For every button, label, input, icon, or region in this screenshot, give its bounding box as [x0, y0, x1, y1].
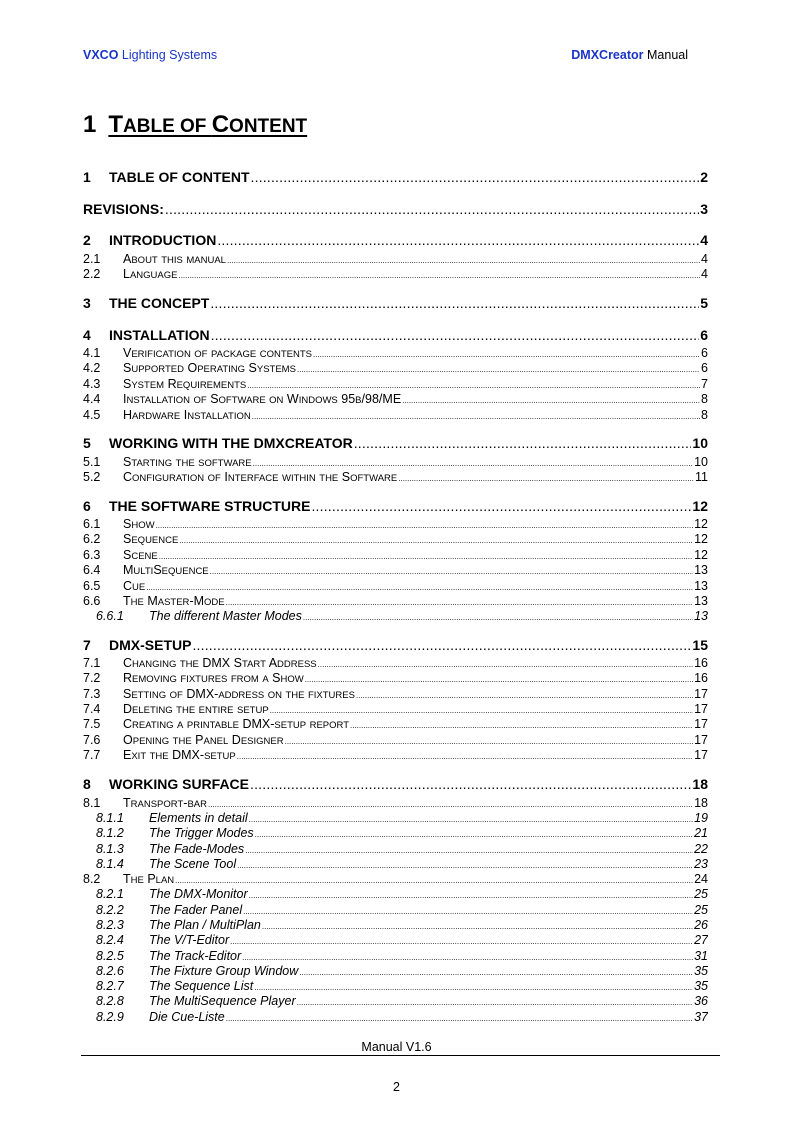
- toc-entry-title: The MultiSequence Player: [149, 994, 296, 1008]
- toc-dot-leader: [226, 595, 693, 609]
- toc-entry-page: 13: [694, 563, 708, 577]
- toc-entry[interactable]: [83, 636, 708, 654]
- toc-dot-leader: [226, 1011, 693, 1025]
- toc-entry-number: 6.5: [83, 579, 101, 593]
- toc-entry-page: 17: [694, 717, 708, 731]
- toc-entry-page: 13: [694, 594, 708, 608]
- toc-dot-leader: [249, 888, 693, 902]
- toc-entry-page: 15: [692, 637, 708, 653]
- toc-entry[interactable]: [83, 748, 708, 763]
- toc-entry[interactable]: [83, 392, 708, 407]
- toc-entry-number: 8.2.9: [96, 1010, 124, 1024]
- toc-dot-leader: [297, 995, 693, 1009]
- toc-entry-number: 8.1.1: [96, 811, 124, 825]
- toc-entry-number: 7.3: [83, 687, 101, 701]
- toc-dot-leader: [217, 231, 699, 249]
- toc-dot-leader: [245, 843, 693, 857]
- toc-entry-number: 7.6: [83, 733, 101, 747]
- toc-entry-page: 5: [700, 295, 708, 311]
- toc-entry-number: 5: [83, 435, 91, 451]
- toc-entry-title: LANGUAGE: [123, 267, 178, 281]
- toc-entry[interactable]: [83, 361, 708, 376]
- toc-entry-page: 11: [695, 470, 708, 484]
- toc-entry-title: CHANGING THE DMX START ADDRESS: [123, 656, 317, 670]
- toc-entry[interactable]: [83, 470, 708, 485]
- toc-entry[interactable]: [83, 717, 708, 732]
- toc-dot-leader: [305, 672, 693, 686]
- toc-entry-page: 4: [701, 267, 708, 281]
- toc-entry-title: The Scene Tool: [149, 857, 237, 871]
- toc-entry-number: 1: [83, 169, 91, 185]
- toc-entry-title: SYSTEM REQUIREMENTS: [123, 377, 247, 391]
- toc-entry[interactable]: [83, 702, 708, 717]
- toc-entry-number: 4: [83, 327, 91, 343]
- toc-entry-number: 8.1.3: [96, 842, 124, 856]
- toc-entry[interactable]: [83, 842, 708, 857]
- toc-entry[interactable]: [83, 872, 708, 887]
- page-header: [83, 48, 688, 64]
- toc-entry-page: 19: [694, 811, 708, 825]
- toc-dot-leader: [230, 934, 693, 948]
- toc-entry-title: REMOVING FIXTURES FROM A SHOW: [123, 671, 304, 685]
- toc-dot-leader: [175, 873, 693, 887]
- toc-entry-title: Die Cue-Liste: [149, 1010, 225, 1024]
- toc-entry-title: OPENING THE PANEL DESIGNER: [123, 733, 284, 747]
- toc-entry-page: 8: [701, 408, 708, 422]
- toc-entry-number: 6.4: [83, 563, 101, 577]
- toc-entry-page: 8: [701, 392, 708, 406]
- toc-entry-title: SCENE: [123, 548, 158, 562]
- toc-entry-page: 16: [694, 671, 708, 685]
- toc-entry-page: 26: [694, 918, 708, 932]
- toc-entry-page: 6: [700, 327, 708, 343]
- toc-entry[interactable]: [83, 796, 708, 811]
- toc-entry-number: 6.1: [83, 517, 101, 531]
- toc-dot-leader: [227, 253, 700, 267]
- toc-entry-number: 6.3: [83, 548, 101, 562]
- toc-entry-number: 6.6: [83, 594, 101, 608]
- toc-entry-number: 7.7: [83, 748, 101, 762]
- toc-dot-leader: [178, 268, 700, 282]
- toc-entry-title: CONFIGURATION OF INTERFACE WITHIN THE SOFTWARE: [123, 470, 398, 484]
- header-company: VXCO Lighting Systems: [83, 48, 218, 62]
- toc-entry-page: 22: [694, 842, 708, 856]
- toc-entry-title: SETTING OF DMX-ADDRESS ON THE FIXTURES: [123, 687, 355, 701]
- toc-entry-page: 17: [694, 702, 708, 716]
- toc-dot-leader: [297, 362, 700, 376]
- toc-entry-page: 7: [701, 377, 708, 391]
- toc-entry-title: SUPPORTED OPERATING SYSTEMS: [123, 361, 296, 375]
- toc-dot-leader: [251, 168, 700, 186]
- toc-entry[interactable]: [83, 1010, 708, 1025]
- toc-dot-leader: [208, 797, 693, 811]
- toc-entry-title: TRANSPORT-BAR: [123, 796, 207, 810]
- toc-entry-title: EXIT THE DMX-SETUP: [123, 748, 236, 762]
- toc-entry[interactable]: [83, 811, 708, 826]
- toc-entry-title: The Fade-Modes: [149, 842, 245, 856]
- toc-entry-title: THE SOFTWARE STRUCTURE: [109, 498, 311, 514]
- toc-entry[interactable]: [83, 903, 708, 918]
- toc-entry[interactable]: [83, 497, 708, 515]
- toc-dot-leader: [247, 378, 700, 392]
- toc-entry-page: 13: [694, 579, 708, 593]
- toc-dot-leader: [356, 688, 693, 702]
- toc-dot-leader: [299, 965, 693, 979]
- toc-entry-title: TABLE OF CONTENT: [109, 169, 250, 185]
- toc-dot-leader: [237, 749, 693, 763]
- toc-entry-page: 35: [694, 964, 708, 978]
- toc-entry-page: 13: [694, 609, 708, 623]
- toc-entry-page: 12: [694, 548, 708, 562]
- toc-dot-leader: [179, 533, 693, 547]
- toc-entry[interactable]: [83, 346, 708, 361]
- toc-dot-leader: [165, 200, 699, 218]
- toc-entry-page: 12: [694, 517, 708, 531]
- toc-entry-title: SHOW: [123, 517, 155, 531]
- toc-entry-page: 10: [694, 455, 708, 469]
- toc-entry-title: The Fader Panel: [149, 903, 243, 917]
- toc-entry[interactable]: [83, 532, 708, 547]
- toc-dot-leader: [303, 610, 693, 624]
- toc-dot-leader: [249, 812, 693, 826]
- toc-entry-title: The Fixture Group Window: [149, 964, 299, 978]
- toc-dot-leader: [311, 497, 691, 515]
- toc-entry-page: 17: [694, 687, 708, 701]
- toc-entry-page: 21: [694, 826, 708, 840]
- toc-dot-leader: [398, 471, 694, 485]
- toc-dot-leader: [255, 827, 693, 841]
- toc-entry-title: SEQUENCE: [123, 532, 179, 546]
- toc-dot-leader: [211, 326, 700, 344]
- toc-entry-page: 18: [694, 796, 708, 810]
- toc-entry-page: 25: [694, 903, 708, 917]
- toc-entry-title: ABOUT THIS MANUAL: [123, 252, 226, 266]
- toc-entry[interactable]: [83, 826, 708, 841]
- toc-entry-title: The DMX-Monitor: [149, 887, 248, 901]
- toc-entry-page: 23: [694, 857, 708, 871]
- toc-entry-page: 16: [694, 656, 708, 670]
- toc-entry-number: 8: [83, 776, 91, 792]
- toc-entry-title: The Sequence List: [149, 979, 254, 993]
- toc-entry-page: 3: [700, 201, 708, 217]
- toc-entry-number: 7.1: [83, 656, 101, 670]
- toc-entry-title: INSTALLATION: [109, 327, 210, 343]
- toc-entry[interactable]: [83, 267, 708, 282]
- page-title: 1 TABLE OF CONTENT: [83, 111, 308, 138]
- toc-entry-title: VERIFICATION OF PACKAGE CONTENTS: [123, 346, 312, 360]
- toc-entry-number: 2.2: [83, 267, 101, 281]
- toc-entry-number: 4.2: [83, 361, 101, 375]
- toc-entry-number: 3: [83, 295, 91, 311]
- toc-entry[interactable]: [83, 733, 708, 748]
- toc-entry-page: 17: [694, 733, 708, 747]
- toc-entry-number: 5.2: [83, 470, 101, 484]
- toc-entry[interactable]: [83, 377, 708, 392]
- toc-entry-page: 12: [694, 532, 708, 546]
- toc-entry[interactable]: [83, 326, 708, 344]
- toc-dot-leader: [237, 858, 693, 872]
- toc-entry[interactable]: [83, 857, 708, 872]
- toc-entry-page: 4: [701, 252, 708, 266]
- toc-dot-leader: [210, 294, 699, 312]
- toc-entry-title: THE PLAN: [123, 872, 175, 886]
- toc-dot-leader: [254, 980, 693, 994]
- toc-entry-number: 7.2: [83, 671, 101, 685]
- toc-entry[interactable]: [83, 594, 708, 609]
- toc-entry-title: INSTALLATION OF SOFTWARE ON WINDOWS 95B/98/ME: [123, 392, 402, 406]
- toc-entry[interactable]: [83, 408, 708, 423]
- toc-entry-page: 6: [701, 346, 708, 360]
- toc-entry[interactable]: [83, 579, 708, 594]
- toc-entry-title: DMX-SETUP: [109, 637, 192, 653]
- toc-entry-page: 27: [694, 933, 708, 947]
- toc-entry-title: THE MASTER-MODE: [123, 594, 225, 608]
- toc-dot-leader: [402, 393, 700, 407]
- toc-entry[interactable]: [83, 231, 708, 249]
- toc-dot-leader: [313, 347, 700, 361]
- toc-dot-leader: [253, 456, 693, 470]
- toc-dot-leader: [250, 775, 691, 793]
- toc-dot-leader: [252, 409, 700, 423]
- toc-entry[interactable]: [83, 964, 708, 979]
- toc-entry-page: 31: [694, 949, 708, 963]
- toc-entry[interactable]: [83, 656, 708, 671]
- toc-entry-number: 8.1: [83, 796, 101, 810]
- toc-dot-leader: [146, 580, 693, 594]
- toc-entry-number: 8.1.4: [96, 857, 124, 871]
- toc-entry[interactable]: [83, 687, 708, 702]
- toc-entry-number: 8.2.4: [96, 933, 124, 947]
- toc-dot-leader: [270, 703, 693, 717]
- toc-entry-number: 7.5: [83, 717, 101, 731]
- toc-dot-leader: [156, 518, 694, 532]
- toc-entry[interactable]: [83, 548, 708, 563]
- toc-entry-number: 8.2.5: [96, 949, 124, 963]
- toc-entry-page: 6: [701, 361, 708, 375]
- toc-entry-number: 8.1.2: [96, 826, 124, 840]
- toc-entry[interactable]: [83, 168, 708, 186]
- toc-entry-page: 2: [700, 169, 708, 185]
- toc-entry-number: 7.4: [83, 702, 101, 716]
- toc-entry[interactable]: [83, 994, 708, 1009]
- toc-entry[interactable]: [83, 294, 708, 312]
- toc-entry-page: 25: [694, 887, 708, 901]
- toc-entry[interactable]: [83, 252, 708, 267]
- toc-entry-title: MULTISEQUENCE: [123, 563, 209, 577]
- footer-version: Manual V1.6: [361, 1040, 432, 1054]
- toc-entry-page: 24: [694, 872, 708, 886]
- toc-dot-leader: [243, 904, 693, 918]
- toc-entry-title: WORKING SURFACE: [109, 776, 249, 792]
- toc-dot-leader: [210, 564, 693, 578]
- toc-dot-leader: [192, 636, 691, 654]
- toc-dot-leader: [318, 657, 693, 671]
- toc-entry-number: 2: [83, 232, 91, 248]
- toc-entry-page: 36: [694, 994, 708, 1008]
- toc-entry-page: 37: [694, 1010, 708, 1024]
- toc-entry[interactable]: [83, 517, 708, 532]
- toc-entry-number: 6: [83, 498, 91, 514]
- toc-entry-number: 8.2.1: [96, 887, 124, 901]
- toc-entry-title: CREATING A PRINTABLE DMX-SETUP REPORT: [123, 717, 350, 731]
- toc-entry-number: 8.2.3: [96, 918, 124, 932]
- toc-entry-title: WORKING WITH THE DMXCREATOR: [109, 435, 353, 451]
- toc-entry-title: HARDWARE INSTALLATION: [123, 408, 251, 422]
- toc-entry[interactable]: [83, 918, 708, 933]
- toc-dot-leader: [262, 919, 693, 933]
- toc-entry[interactable]: [83, 979, 708, 994]
- toc-entry[interactable]: [83, 563, 708, 578]
- toc-entry[interactable]: [83, 949, 708, 964]
- toc-dot-leader: [285, 734, 694, 748]
- toc-entry-title: INTRODUCTION: [109, 232, 217, 248]
- toc-entry-number: 4.1: [83, 346, 101, 360]
- toc-entry-page: 12: [692, 498, 708, 514]
- toc-entry-number: 4.5: [83, 408, 101, 422]
- toc-entry-number: 2.1: [83, 252, 101, 266]
- toc-entry-title: STARTING THE SOFTWARE: [123, 455, 252, 469]
- toc-entry-title: The Track-Editor: [149, 949, 242, 963]
- footer-divider: [81, 1055, 720, 1056]
- header-product: DMXCreator Manual: [571, 48, 688, 62]
- toc-entry-number: 6.2: [83, 532, 101, 546]
- toc-entry[interactable]: [83, 609, 708, 624]
- toc-entry[interactable]: [83, 933, 708, 948]
- toc-entry[interactable]: [83, 455, 708, 470]
- toc-entry-page: 35: [694, 979, 708, 993]
- toc-entry-title: DELETING THE ENTIRE SETUP: [123, 702, 269, 716]
- toc-entry-title: Elements in detail: [149, 811, 248, 825]
- toc-entry-title: The different Master Modes: [149, 609, 302, 623]
- toc-entry-title: REVISIONS:: [83, 201, 164, 217]
- toc-entry-number: 5.1: [83, 455, 101, 469]
- toc-dot-leader: [354, 434, 692, 452]
- toc-entry-page: 17: [694, 748, 708, 762]
- toc-entry-title: The Trigger Modes: [149, 826, 254, 840]
- toc-entry[interactable]: [83, 775, 708, 793]
- toc-entry-number: 4.3: [83, 377, 101, 391]
- page-number: 2: [393, 1080, 400, 1094]
- toc-entry-number: 8.2.2: [96, 903, 124, 917]
- toc-entry-number: 8.2.7: [96, 979, 124, 993]
- toc-entry-title: CUE: [123, 579, 146, 593]
- toc-dot-leader: [350, 718, 693, 732]
- toc-entry-number: 6.6.1: [96, 609, 124, 623]
- toc-entry-title: The Plan / MultiPlan: [149, 918, 261, 932]
- toc-entry[interactable]: [83, 200, 708, 218]
- toc-entry[interactable]: [83, 887, 708, 902]
- toc-entry-title: The V/T-Editor: [149, 933, 230, 947]
- toc-entry-page: 10: [692, 435, 708, 451]
- toc-entry[interactable]: [83, 671, 708, 686]
- toc-entry[interactable]: [83, 434, 708, 452]
- toc-entry-number: 8.2: [83, 872, 101, 886]
- toc-dot-leader: [242, 950, 693, 964]
- toc-entry-number: 7: [83, 637, 91, 653]
- toc-entry-title: THE CONCEPT: [109, 295, 210, 311]
- toc-dot-leader: [159, 549, 693, 563]
- toc-entry-number: 4.4: [83, 392, 101, 406]
- toc-entry-number: 8.2.6: [96, 964, 124, 978]
- toc-entry-page: 18: [692, 776, 708, 792]
- toc-entry-page: 4: [700, 232, 708, 248]
- toc-entry-number: 8.2.8: [96, 994, 124, 1008]
